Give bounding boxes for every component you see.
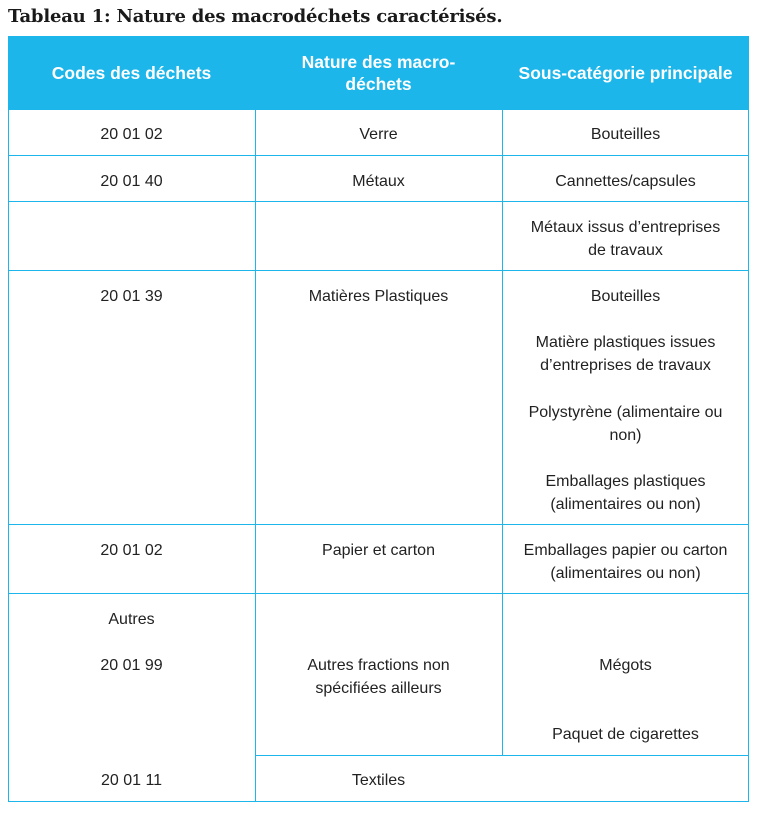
header-nature xyxy=(255,36,502,110)
cell-sous-categorie-line: Emballages plastiques xyxy=(545,473,706,490)
cell-nature: Papier et carton xyxy=(322,542,435,559)
table-header xyxy=(8,36,749,110)
cell-nature: Textiles xyxy=(351,772,406,789)
cell-sous-categorie: Mégots xyxy=(599,657,652,674)
border-left xyxy=(8,110,9,802)
header-nature-line-2: déchets xyxy=(345,74,412,94)
cell-sous-categorie-line: d’entreprises de travaux xyxy=(540,357,711,374)
cell-code: 20 01 02 xyxy=(100,542,163,559)
cell-code: 20 01 99 xyxy=(100,657,163,674)
cell-nature-line: Autres fractions non xyxy=(307,657,450,674)
cell-sous-categorie: Paquet de cigarettes xyxy=(552,726,699,743)
border-right xyxy=(748,110,749,802)
cell-sous-categorie: Bouteilles xyxy=(590,288,661,305)
row-divider xyxy=(8,593,749,594)
cell-sous-categorie-line: Polystyrène (alimentaire ou xyxy=(528,404,723,421)
row-divider xyxy=(255,755,749,756)
cell-sous-categorie-line: de travaux xyxy=(588,242,663,259)
header-nature-line-1: Nature des macro- xyxy=(301,52,456,72)
cell-nature: Matières Plastiques xyxy=(308,288,449,305)
row-divider xyxy=(8,270,749,271)
cell-nature: Métaux xyxy=(352,173,405,190)
cell-sous-categorie-line: non) xyxy=(609,427,642,444)
cell-code-label: Autres xyxy=(108,611,155,628)
cell-sous-categorie: Cannettes/capsules xyxy=(555,173,696,190)
cell-sous-categorie-line: Matière plastiques issues xyxy=(535,334,716,351)
cell-code: 20 01 39 xyxy=(100,288,163,305)
cell-sous-categorie-line: (alimentaires ou non) xyxy=(550,565,701,582)
border-bottom xyxy=(8,801,749,802)
cell-sous-categorie: Bouteilles xyxy=(590,126,661,143)
cell-sous-categorie-line: Métaux issus d’entreprises xyxy=(530,219,721,236)
cell-nature: Verre xyxy=(359,126,398,143)
cell-code: 20 01 02 xyxy=(100,126,163,143)
cell-nature-line: spécifiées ailleurs xyxy=(315,680,442,697)
row-divider xyxy=(8,155,749,156)
row-divider xyxy=(8,201,749,202)
table-caption: Tableau 1: Nature des macrodéchets caractérisés. xyxy=(8,6,503,27)
header-codes: Codes des déchets xyxy=(51,63,212,83)
cell-code: 20 01 11 xyxy=(100,772,163,789)
cell-code: 20 01 40 xyxy=(100,173,163,190)
row-divider xyxy=(8,524,749,525)
header-sous-categorie: Sous-catégorie principale xyxy=(518,63,733,83)
cell-sous-categorie-line: Emballages papier ou carton xyxy=(523,542,728,559)
cell-sous-categorie-line: (alimentaires ou non) xyxy=(550,496,701,513)
